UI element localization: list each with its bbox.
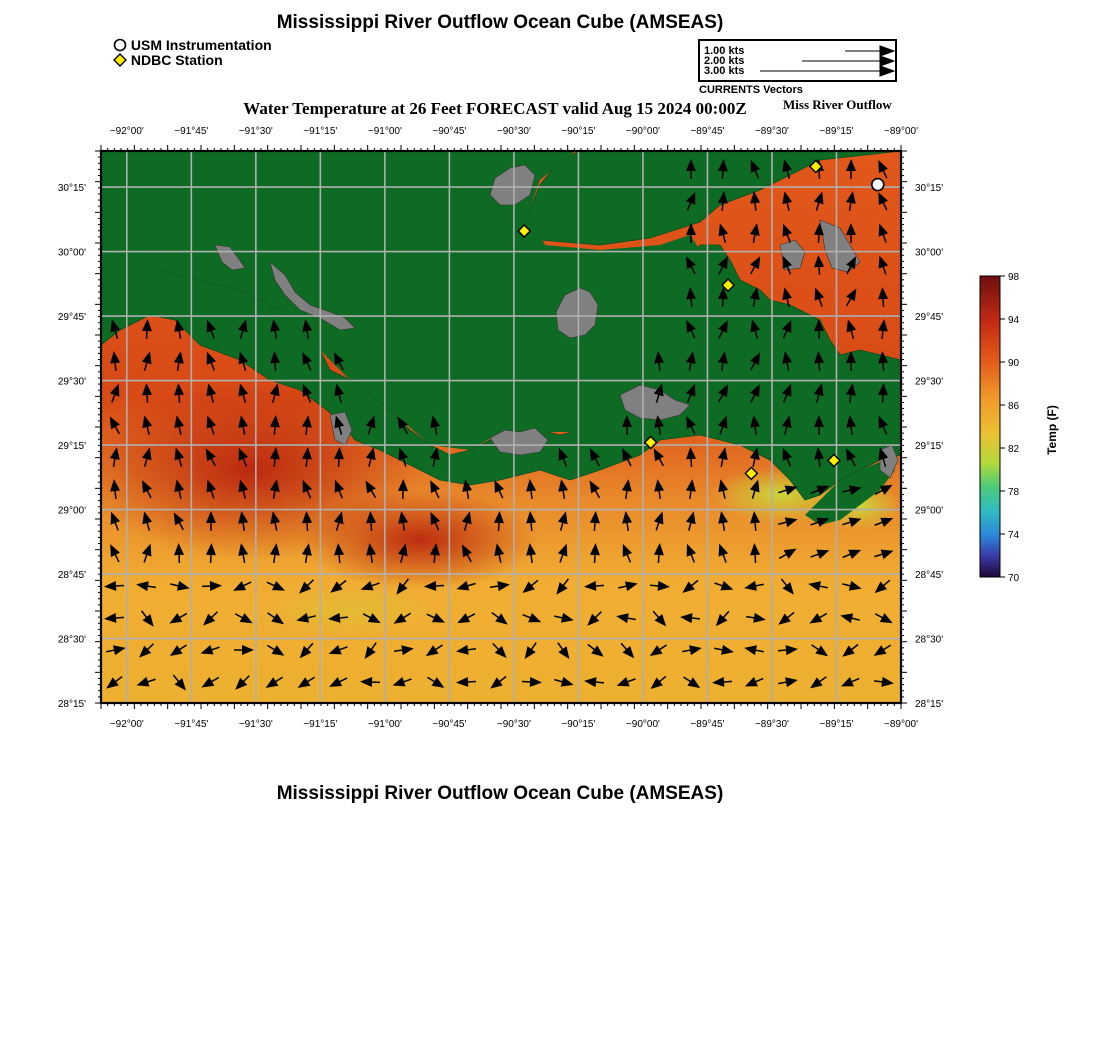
lon-tick-label: −91°00' xyxy=(367,126,402,137)
page-title-bottom: Mississippi River Outflow Ocean Cube (AMSEAS) xyxy=(276,783,724,804)
lat-tick-label: 29°45' xyxy=(57,312,86,324)
colorbar-tick-label: 82 xyxy=(1008,444,1020,455)
legend-usm-label: USM Instrumentation xyxy=(130,37,272,53)
colorbar-title: Temp (F) xyxy=(1045,405,1059,455)
colorbar-gradient xyxy=(980,276,1000,577)
lon-labels-top xyxy=(110,126,918,137)
usm-station-marker xyxy=(872,179,884,191)
lon-tick-label: −90°30' xyxy=(496,126,531,137)
lon-tick-label: −90°30' xyxy=(496,719,531,730)
lon-tick-label: −89°15' xyxy=(819,126,854,137)
lat-tick-label: 28°15' xyxy=(915,699,944,710)
lat-tick-label: 30°15' xyxy=(915,183,944,195)
lon-tick-label: −89°15' xyxy=(819,719,854,730)
lon-tick-label: −92°00' xyxy=(109,719,144,730)
lat-tick-label: 29°30' xyxy=(915,376,944,388)
page-title: Mississippi River Outflow Ocean Cube (AMSEAS) xyxy=(276,12,724,33)
warm-core xyxy=(300,490,540,590)
temperature-colorbar xyxy=(970,270,1070,590)
lat-tick-label: 28°30' xyxy=(57,634,86,646)
lat-labels-right xyxy=(915,183,943,710)
lon-tick-label: −91°45' xyxy=(174,719,209,730)
lon-tick-label: −91°15' xyxy=(303,126,338,137)
colorbar-tick-label: 94 xyxy=(1008,315,1020,326)
lon-tick-label: −89°00' xyxy=(884,126,918,137)
lat-tick-label: 30°00' xyxy=(57,247,86,259)
lon-tick-label: −91°30' xyxy=(238,719,273,730)
colorbar-tick-label: 74 xyxy=(1008,530,1020,541)
lat-tick-label: 29°15' xyxy=(57,441,86,453)
colorbar-tick-label: 86 xyxy=(1008,401,1020,412)
lon-tick-label: −90°45' xyxy=(432,719,467,730)
lat-tick-label: 28°45' xyxy=(915,570,944,582)
lon-labels-bottom xyxy=(110,719,918,730)
map-subtitle: Water Temperature at 26 Feet FORECAST valid Aug 15 2024 00:00Z xyxy=(243,99,747,118)
lat-tick-label: 28°30' xyxy=(915,634,944,646)
lon-tick-label: −91°45' xyxy=(174,126,209,137)
vector-key-caption: CURRENTS Vectors xyxy=(699,84,803,96)
lon-tick-label: −90°15' xyxy=(561,126,596,137)
lat-tick-label: 28°45' xyxy=(57,570,86,582)
lon-tick-label: −89°30' xyxy=(754,126,789,137)
lat-tick-label: 30°15' xyxy=(57,183,86,195)
vector-key-label: 2.00 kts xyxy=(704,55,745,67)
cool-patch xyxy=(260,585,440,635)
lon-tick-label: −90°45' xyxy=(432,126,467,137)
colorbar-tick-label: 98 xyxy=(1008,272,1020,283)
lat-tick-label: 29°00' xyxy=(915,505,944,517)
lat-tick-label: 28°15' xyxy=(57,699,86,710)
lon-tick-label: −90°00' xyxy=(625,126,660,137)
lon-tick-label: −89°30' xyxy=(754,719,789,730)
lat-labels-left xyxy=(58,183,86,710)
lon-tick-label: −91°15' xyxy=(303,719,338,730)
colorbar-tick-label: 70 xyxy=(1008,573,1020,584)
lon-tick-label: −91°00' xyxy=(367,719,402,730)
vector-key-label: 3.00 kts xyxy=(704,65,745,77)
lat-tick-label: 29°30' xyxy=(57,376,86,388)
colorbar-ticks xyxy=(1000,272,1020,584)
outflow-label: Miss River Outflow xyxy=(783,97,892,112)
lat-tick-label: 29°45' xyxy=(915,312,944,324)
lon-tick-label: −89°45' xyxy=(690,126,725,137)
lon-tick-label: −90°00' xyxy=(625,719,660,730)
vector-key-label: 1.00 kts xyxy=(704,45,745,57)
lon-tick-label: −89°00' xyxy=(884,719,918,730)
lon-tick-label: −90°15' xyxy=(561,719,596,730)
colorbar-tick-label: 78 xyxy=(1008,487,1020,498)
lat-tick-label: 29°00' xyxy=(57,505,86,517)
lat-tick-label: 29°15' xyxy=(915,441,944,453)
lon-tick-label: −92°00' xyxy=(109,126,144,137)
colorbar-tick-label: 90 xyxy=(1008,358,1020,369)
lat-tick-label: 30°00' xyxy=(915,247,944,259)
legend-ndbc-label: NDBC Station xyxy=(130,52,223,68)
lon-tick-label: −89°45' xyxy=(690,719,725,730)
lon-tick-label: −91°30' xyxy=(238,126,273,137)
